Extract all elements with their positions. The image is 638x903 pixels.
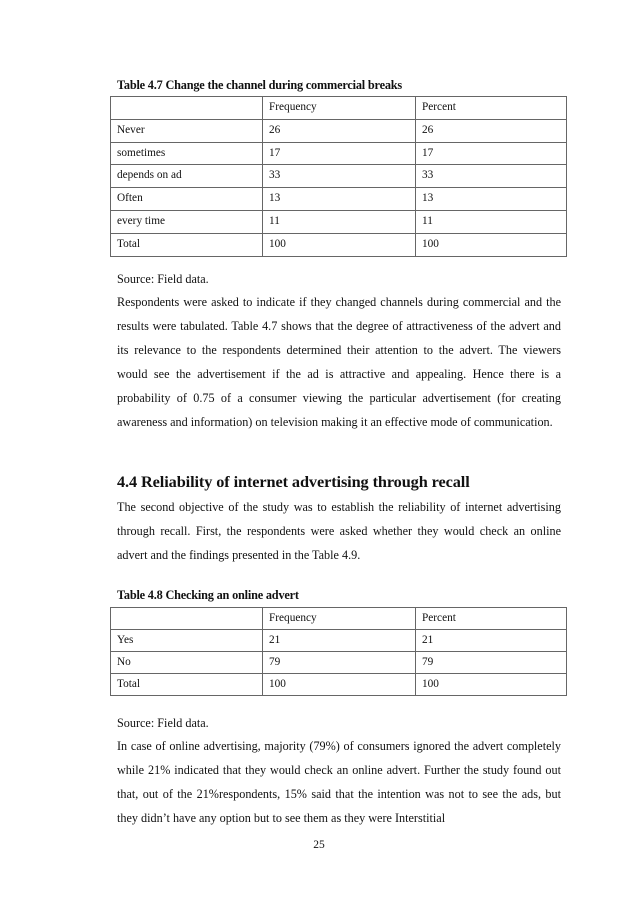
table-cell: 100 [263,674,416,696]
table-row [111,119,567,142]
source-note: Source: Field data. [117,272,209,286]
table-header-row [111,97,567,120]
table-4-8 [110,607,567,696]
table-cell: 100 [416,674,567,696]
table-header-cell: Percent [416,97,567,120]
table-header-cell: Frequency [263,97,416,120]
table-row [111,233,567,256]
section-heading: 4.4 Reliability of internet advertising through recall [117,472,470,491]
table-cell: sometimes [111,142,263,165]
table-cell: 33 [263,165,416,188]
table-4-7 [110,96,567,257]
table-cell: depends on ad [111,165,263,188]
table-cell: 13 [416,188,567,211]
table-cell: 100 [416,233,567,256]
table-row [111,210,567,233]
table-cell: 79 [416,652,567,674]
table-cell: 26 [263,119,416,142]
table-cell: 13 [263,188,416,211]
body-paragraph: Respondents were asked to indicate if they changed channels during commercial and the results were tabulated. Table 4.7 shows that the degree of attractiveness of the advert and its relevance to the respondents determined their attention to the advert. The viewers would see the advertisement if the ad is attractive and appealing. Hence there is a probability of 0.75 of a consumer viewing the particular advertisement (for creating awareness and information) on television making it an effective mode of communication. [117,295,561,429]
table-header-cell: Percent [416,608,567,630]
table-cell: No [111,652,263,674]
table-header-cell [111,608,263,630]
table-row [111,630,567,652]
table-header-cell: Frequency [263,608,416,630]
table-row [111,188,567,211]
table-4-7-caption: Table 4.7 Change the channel during commercial breaks [117,78,402,92]
table-cell: 26 [416,119,567,142]
table-cell: 17 [416,142,567,165]
source-note: Source: Field data. [117,716,209,730]
table-cell: 17 [263,142,416,165]
table-cell: 11 [416,210,567,233]
table-cell: 11 [263,210,416,233]
table-cell: 100 [263,233,416,256]
table-cell: 21 [263,630,416,652]
table-cell: 33 [416,165,567,188]
table-row [111,142,567,165]
table-row [111,165,567,188]
table-cell: Total [111,233,263,256]
page-number: 25 [313,839,325,851]
table-row [111,652,567,674]
table-cell: 21 [416,630,567,652]
table-header-row [111,608,567,630]
table-row [111,674,567,696]
table-cell: 79 [263,652,416,674]
table-cell: Often [111,188,263,211]
body-paragraph: In case of online advertising, majority (79%) of consumers ignored the advert completely while 21% indicated that they would check an online advert. Further the study found out that, out of the 21%respondents, 15% said that the intention was not to see the ads, but they didn’t have any option but to see them as they were Interstitial [117,739,561,825]
table-header-cell [111,97,263,120]
table-cell: every time [111,210,263,233]
table-cell: Yes [111,630,263,652]
table-cell: Total [111,674,263,696]
table-cell: Never [111,119,263,142]
body-paragraph: The second objective of the study was to establish the reliability of internet advertising through recall. First, the respondents were asked whether they would check an online advert and the findings presented in the Table 4.9. [117,500,561,562]
table-4-8-caption: Table 4.8 Checking an online advert [117,588,299,602]
